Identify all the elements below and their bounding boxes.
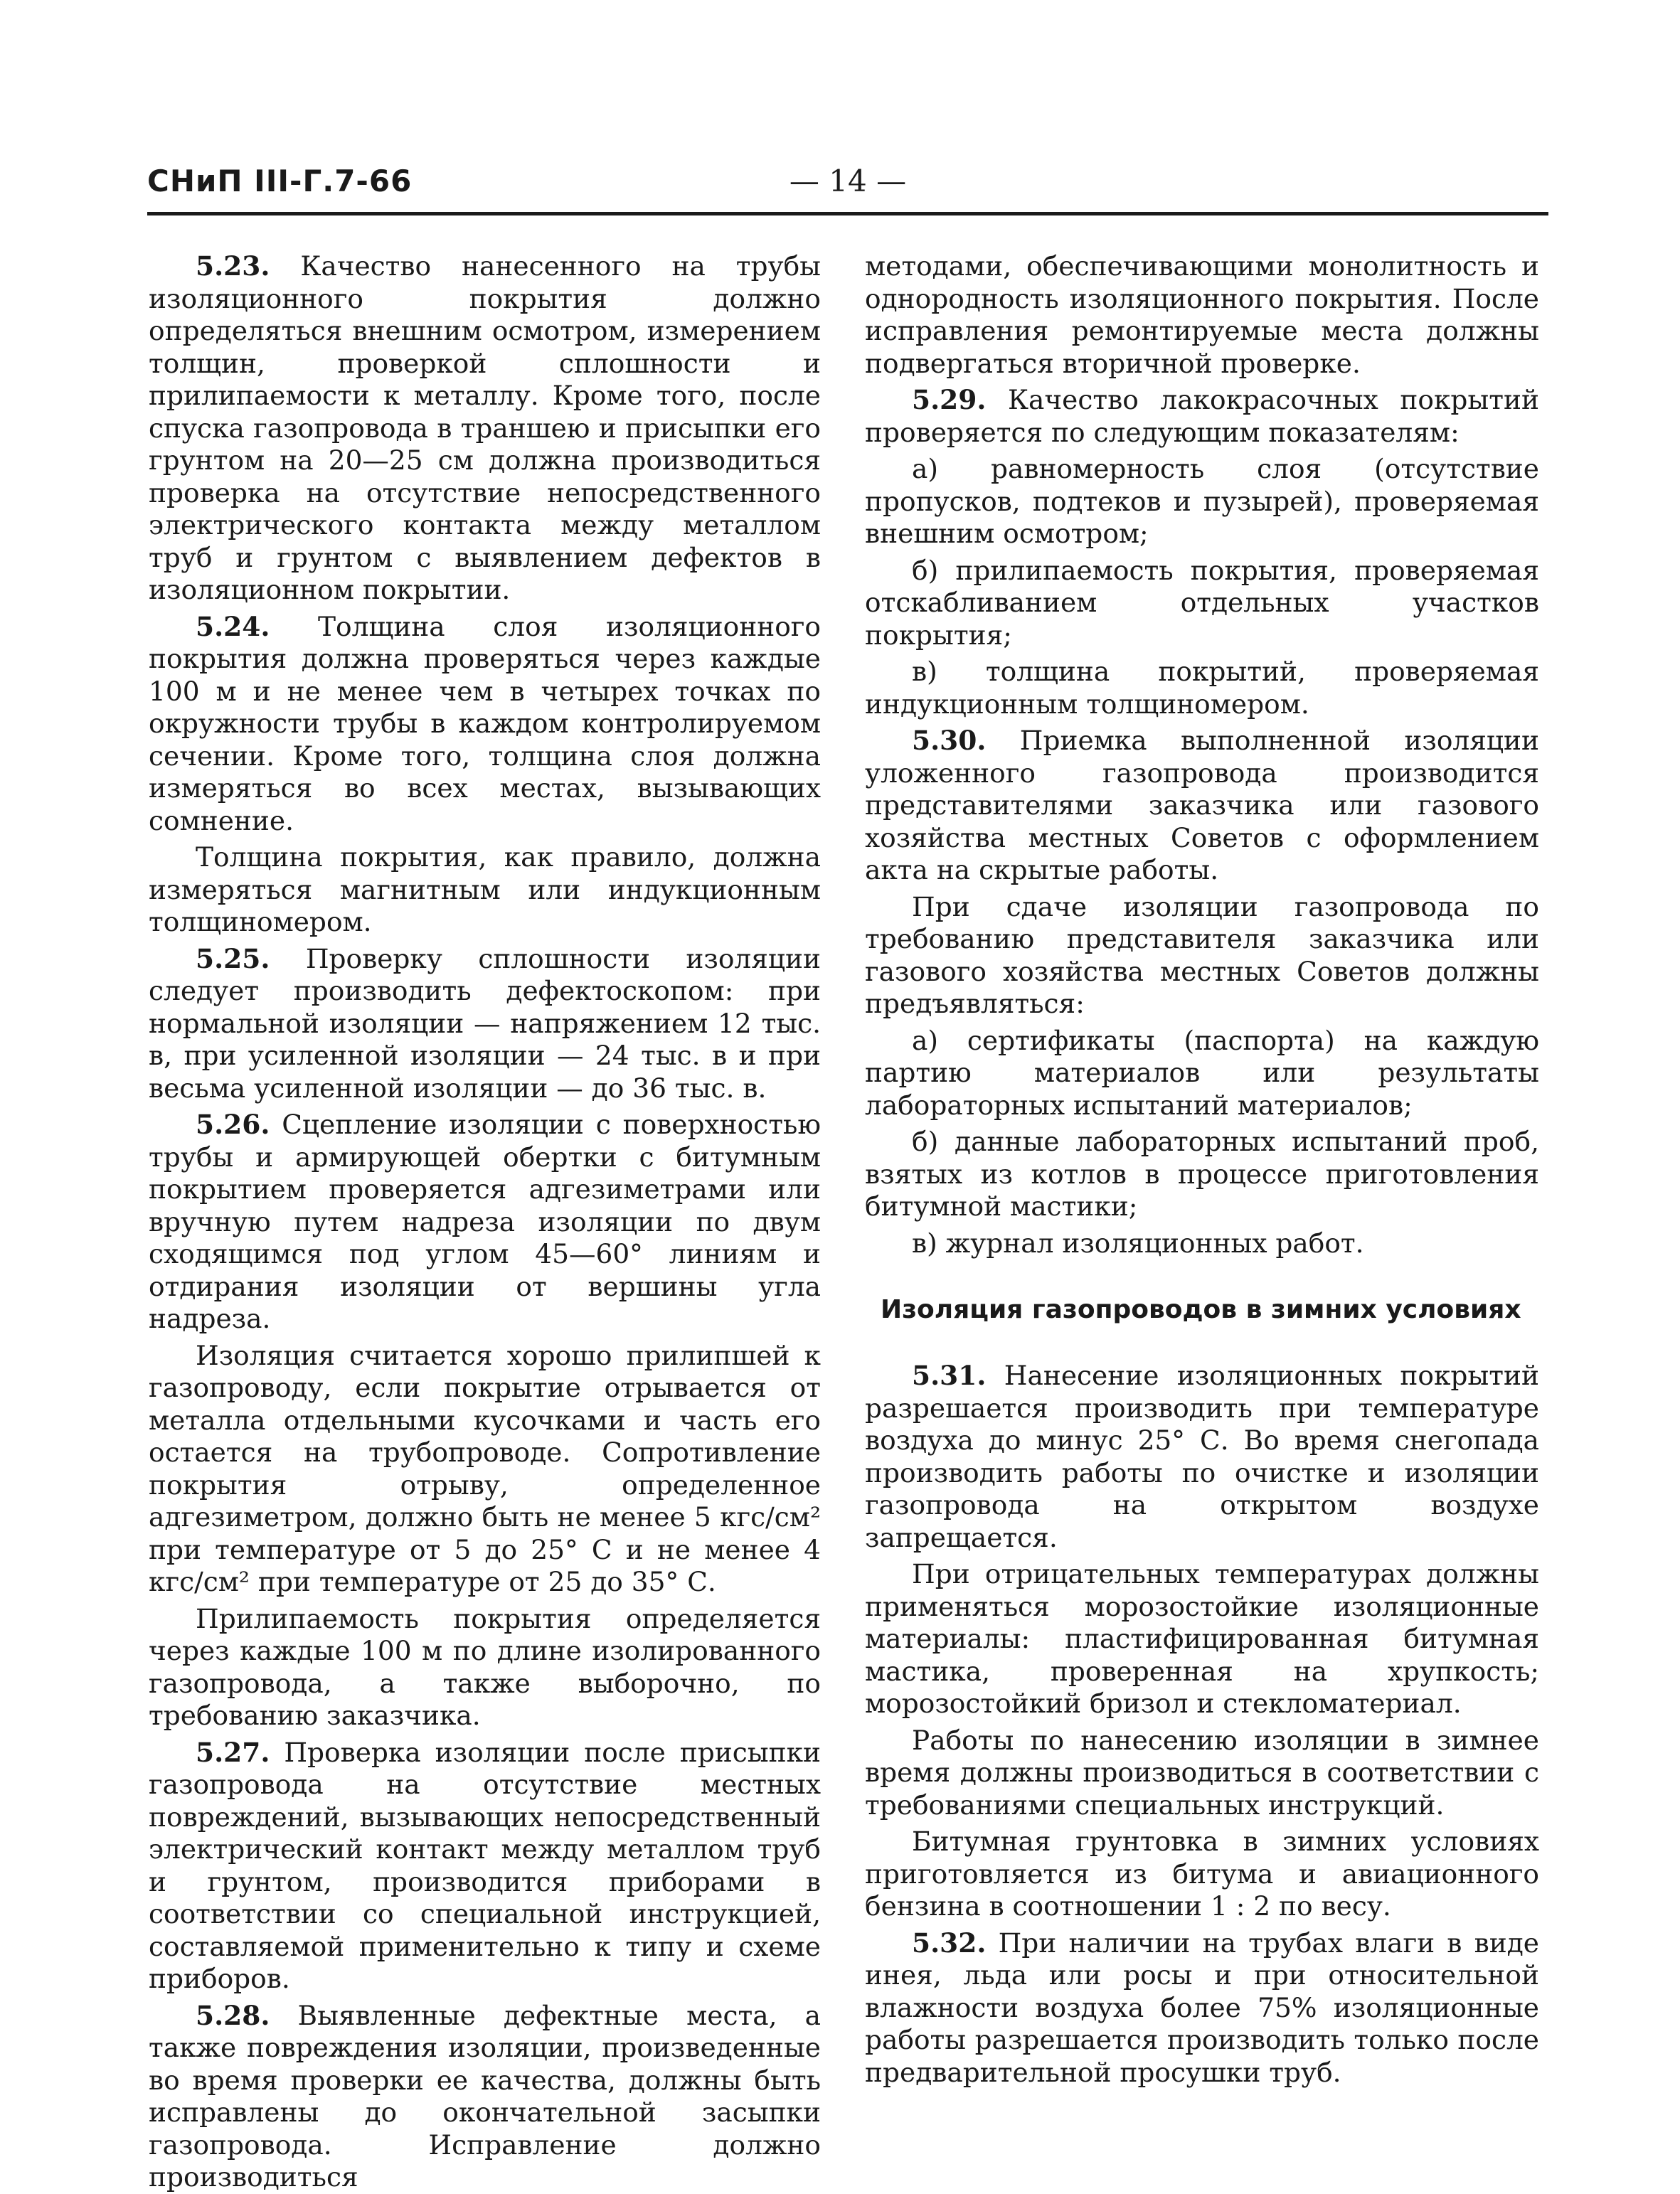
clause-number: 5.31. bbox=[912, 1360, 987, 1391]
paragraph-5-26-c: Прилипаемость покрытия определяется через каждые 100 м по длине изолированного газопровода, а также выборочно, по требованию заказчика. bbox=[149, 1602, 821, 1731]
page-header bbox=[147, 164, 1548, 215]
left-column bbox=[149, 250, 821, 2194]
paragraph-5-27 bbox=[149, 1737, 821, 1996]
paragraph-5-28-continued: методами, обеспечивающими монолитность и однородность изоляционного покрытия. После исправления ремонтируемые места должны подвергаться вторичной проверке. bbox=[865, 250, 1539, 379]
clause-text: При наличии на трубах влаги в виде инея, льда или росы и при относительной влажности воздуха более 75% изоляционные работы разрешается производить только после предварительной просушки труб. bbox=[865, 1927, 1539, 2088]
paragraph-5-31 bbox=[865, 1360, 1539, 1554]
paragraph-5-24 bbox=[149, 611, 821, 838]
clause-number: 5.29. bbox=[912, 384, 987, 415]
paragraph-5-31-c: Работы по нанесению изоляции в зимнее время должны производиться в соответствии с требованиями специальных инструкций. bbox=[865, 1724, 1539, 1821]
list-item-5-30-c: в) журнал изоляционных работ. bbox=[912, 1227, 1364, 1259]
paragraph-5-25 bbox=[149, 943, 821, 1105]
clause-number: 5.26. bbox=[196, 1109, 270, 1140]
page-number: — 14 — bbox=[789, 164, 907, 198]
clause-text: Сцепление изоляции с поверхностью трубы и армирующей обертки с битумным покрытием проверяется адгезиметрами или вручную путем надреза изоляции по двум сходящимся под углом 45—60° линиям и отдирания изоляции от вершины угла надреза. bbox=[149, 1109, 821, 1334]
document-code: СНиП III-Г.7-66 bbox=[147, 164, 413, 198]
clause-number: 5.23. bbox=[196, 250, 270, 282]
list-item-5-29-c: в) толщина покрытий, проверяемая индукционным толщиномером. bbox=[865, 656, 1539, 720]
clause-text: Качество нанесенного на трубы изоляционного покрытия должно определяться внешним осмотром, измерением толщин, проверкой сплошности и прилипаемости к металлу. Кроме того, после спуска газопровода в траншею и присыпки его грунтом на 20—25 см должна производиться проверка на отсутствие непосредственного электрического контакта между металлом труб и грунтом с выявлением дефектов в изоляционном покрытии. bbox=[149, 250, 821, 605]
paragraph-5-26 bbox=[149, 1109, 821, 1336]
paragraph-5-30-b: При сдаче изоляции газопровода по требованию представителя заказчика или газового хозяйства местных Советов должны предъявляться: bbox=[865, 890, 1539, 1019]
clause-text: Толщина слоя изоляционного покрытия должна проверяться через каждые 100 м и не менее чем в четырех точках по окружности трубы в каждом контролируемом сечении. Кроме того, толщина слоя должна измеряться во всех местах, вызывающих сомнение. bbox=[149, 610, 821, 836]
paragraph-5-30 bbox=[865, 725, 1539, 887]
list-item-5-29-a: а) равномерность слоя (отсутствие пропусков, подтеков и пузырей), проверяемая внешним осмотром; bbox=[865, 453, 1539, 549]
list-item-5-30-a: а) сертификаты (паспорта) на каждую партию материалов или результаты лабораторных испытаний материалов; bbox=[865, 1024, 1539, 1121]
clause-text: Проверку сплошности изоляции следует производить дефектоскопом: при нормальной изоляции — напряжением 12 тыс. в, при усиленной изоляции — 24 тыс. в и при весьма усиленной изоляции — до 36 тыс. в. bbox=[149, 942, 821, 1104]
right-column bbox=[865, 250, 1539, 2089]
clause-text: Приемка выполненной изоляции уложенного газопровода производится представителями заказчика или газового хозяйства местных Советов с оформлением акта на скрытые работы. bbox=[865, 725, 1539, 885]
clause-number: 5.28. bbox=[196, 1999, 270, 2031]
clause-text: Нанесение изоляционных покрытий разрешается производить при температуре воздуха до минус 25° С. Во время снегопада производить работы по очистке и изоляции газопровода на открытом воздухе запрещается. bbox=[865, 1360, 1539, 1553]
paragraph-5-29 bbox=[865, 384, 1539, 449]
list-item-5-30-b: б) данные лабораторных испытаний проб, взятых из котлов в процессе приготовления битумной мастики; bbox=[865, 1126, 1539, 1222]
paragraph-5-32 bbox=[865, 1927, 1539, 2089]
clause-text: Проверка изоляции после присыпки газопровода на отсутствие местных повреждений, вызывающих непосредственный электрический контакт между металлом труб и грунтом, производится приборами в соответствии со специальной инструкцией, составляемой применительно к типу и схеме приборов. bbox=[149, 1736, 821, 1994]
clause-number: 5.25. bbox=[196, 942, 270, 974]
clause-number: 5.30. bbox=[912, 725, 987, 756]
section-heading: Изоляция газопроводов в зимних условиях bbox=[881, 1295, 1521, 1324]
paragraph-5-31-b: При отрицательных температурах должны применяться морозостойкие изоляционные материалы: пластифицированная битумная мастика, проверенная на хрупкость; морозостойкий бризол и стекломатериал. bbox=[865, 1558, 1539, 1719]
header-rule bbox=[147, 212, 1548, 215]
paragraph-5-31-d: Битумная грунтовка в зимних условиях приготовляется из битума и авиационного бензина в соотношении 1 : 2 по весу. bbox=[865, 1826, 1539, 1922]
paragraph-5-23 bbox=[149, 250, 821, 607]
paragraph-5-28 bbox=[149, 2000, 821, 2194]
clause-number: 5.24. bbox=[196, 610, 270, 642]
paragraph-5-24-b: Толщина покрытия, как правило, должна измеряться магнитным или индукционным толщиномером. bbox=[149, 841, 821, 937]
clause-number: 5.27. bbox=[196, 1736, 270, 1768]
clause-text: Выявленные дефектные места, а также повреждения изоляции, произведенные во время проверки ее качества, должны быть исправлены до окончательной засыпки газопровода. Исправление должно производиться bbox=[149, 1999, 821, 2193]
paragraph-5-26-b: Изоляция считается хорошо прилипшей к газопроводу, если покрытие отрывается от металла отдельными кусочками и часть его остается на трубопроводе. Сопротивление покрытия отрыву, определенное адгезиметром, должно быть не менее 5 кгс/см² при температуре от 5 до 25° С и не менее 4 кгс/см² при температуре от 25 до 35° С. bbox=[149, 1339, 821, 1597]
clause-text: Качество лакокрасочных покрытий проверяется по следующим показателям: bbox=[865, 384, 1539, 448]
clause-number: 5.32. bbox=[912, 1927, 987, 1959]
list-item-5-29-b: б) прилипаемость покрытия, проверяемая отскабливанием отдельных участков покрытия; bbox=[865, 554, 1539, 651]
